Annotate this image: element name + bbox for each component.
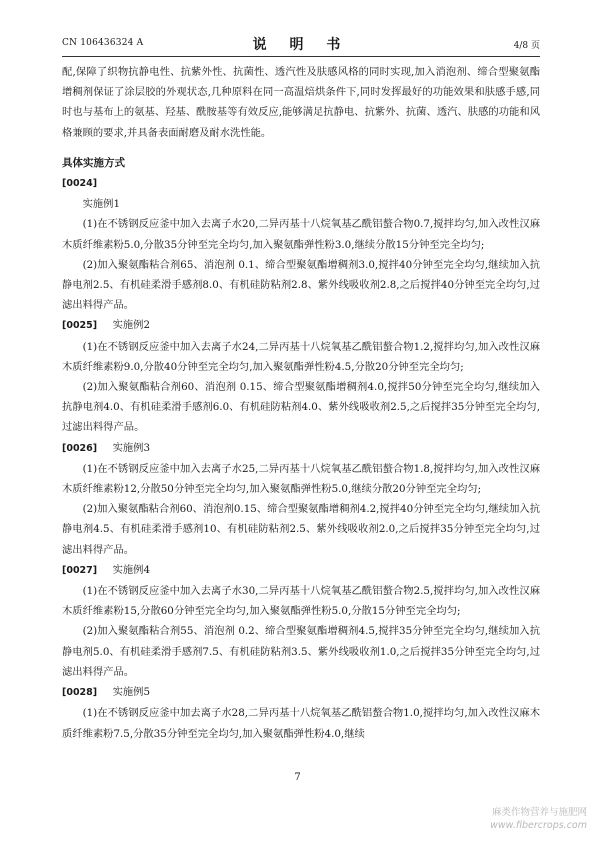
example-step: (2)加入聚氨酯粘合剂65、消泡剂 0.1、缔合型聚氨酯增稠剂3.0,搅拌40分钟至完全均匀,继续加入抗静电剂2.5、有机硅柔滑手感剂8.0、有机硅防粘剂2.8、紫外线吸收剂2.8,之后搅拌40分钟至完全均匀,过滤出料得产品。 (62, 258, 540, 312)
paragraph-number: [0028] (62, 687, 98, 699)
example-step: (1)在不锈钢反应釜中加入去离子水20,二异丙基十八烷氧基乙酰铝螯合物0.7,搅拌均匀,加入改性汉麻木质纤维素粉5.0,分散35分钟至完全均匀,加入聚氨酯弹性粉3.0,继续分散15分钟至完全均匀; (62, 218, 540, 251)
watermark (490, 806, 587, 832)
example-step: (1)在不锈钢反应釜中加入去离子水24,二异丙基十八烷氧基乙酰铝螯合物1.2,搅拌均匀,加入改性汉麻木质纤维素粉9.0,分散40分钟至完全均匀,加入聚氨酯弹性粉4.5,分散20分钟至完全均匀; (62, 340, 540, 373)
intro-paragraph: 配,保障了织物抗静电性、抗紫外性、抗菌性、透汽性及肤感风格的同时实现,加入消泡剂、缔合型聚氨酯增稠剂保证了涂层胶的外观状态,几种原料在同一高温焙烘条件下,同时发挥最好的功能效果和肤感手感,同时也与基布上的氨基、羟基、酰胺基等有效反应,能够满足抗静电、抗紫外、抗菌、透汽、肤感的功能和风格兼顾的要求,并具备表面耐磨及耐水洗性能。 (62, 66, 540, 139)
document-body (62, 62, 540, 744)
example-step: (1)在不锈钢反应釜中加入去离子水30,二异丙基十八烷氧基乙酰铝螯合物2.5,搅拌均匀,加入改性汉麻木质纤维素粉15,分散60分钟至完全均匀,加入聚氨酯弹性粉5.0,分散15分钟至完全均匀; (62, 585, 540, 618)
page-indicator: 4/8 页 (513, 41, 540, 51)
example-heading (62, 438, 540, 459)
paragraph-number: [0025] (62, 320, 98, 332)
watermark-url: www.fibercrops.com (490, 820, 587, 831)
watermark-site-name: 麻类作物营养与施肥网 (491, 807, 587, 818)
example-step: (1)在不锈钢反应釜中加去离子水28,二异丙基十八烷氧基乙酰铝螯合物1.0,搅拌均匀,加入改性汉麻木质纤维素粉7.5,分散35分钟至完全均匀,加入聚氨酯弹性粉4.0,继续 (62, 707, 540, 740)
page-number: 7 (294, 772, 301, 783)
paragraph-ref (62, 173, 540, 194)
example-title: 实施例5 (112, 686, 151, 699)
paragraph-number: [0024] (62, 178, 98, 190)
paragraph-number: [0027] (62, 564, 98, 576)
example-heading (62, 560, 540, 581)
example-step: (1)在不锈钢反应釜中加入去离子水25,二异丙基十八烷氧基乙酰铝螯合物1.8,搅拌均匀,加入改性汉麻木质纤维素粉12,分散50分钟至完全均匀,加入聚氨酯弹性粉5.0,继续分散20分钟至完全均匀; (62, 462, 540, 496)
example-heading (62, 682, 540, 703)
section-heading: 具体实施方式 (62, 156, 125, 169)
header-divider (62, 56, 540, 57)
example-step: (2)加入聚氨酯粘合剂60、消泡剂 0.15、缔合型聚氨酯增稠剂4.0,搅拌50分钟至完全均匀,继续加入抗静电剂4.0、有机硅柔滑手感剂6.0、有机硅防粘剂4.0、紫外线吸收剂2.5,之后搅拌35分钟至完全均匀,过滤出料得产品。 (62, 381, 540, 434)
example-title: 实施例3 (112, 441, 151, 454)
example-title: 实施例2 (112, 319, 151, 332)
paragraph-number: [0026] (62, 442, 98, 454)
document-title: 说 明 书 (252, 37, 350, 53)
example-heading (62, 315, 540, 336)
example-step: (2)加入聚氨酯粘合剂55、消泡剂 0.2、缔合型聚氨酯增稠剂4.5,搅拌35分钟至完全均匀,继续加入抗静电剂5.0、有机硅柔滑手感剂7.5、有机硅防粘剂3.5、紫外线吸收剂1.0,之后搅拌35分钟至完全均匀,过滤出料得产品。 (62, 625, 540, 678)
document-number: CN 106436324 A (62, 38, 144, 48)
page-header (62, 36, 540, 54)
example-step: (2)加入聚氨酯粘合剂60、消泡剂0.15、缔合型聚氨酯增稠剂4.2,搅拌40分钟至完全均匀,继续加入抗静电剂4.5、有机硅柔滑手感剂10、有机硅防粘剂2.5、紫外线吸收剂2.0,之后搅拌35分钟至完全均匀,过滤出料得产品。 (62, 503, 540, 556)
example-title: 实施例4 (112, 563, 151, 576)
example-title: 实施例1 (82, 198, 121, 211)
